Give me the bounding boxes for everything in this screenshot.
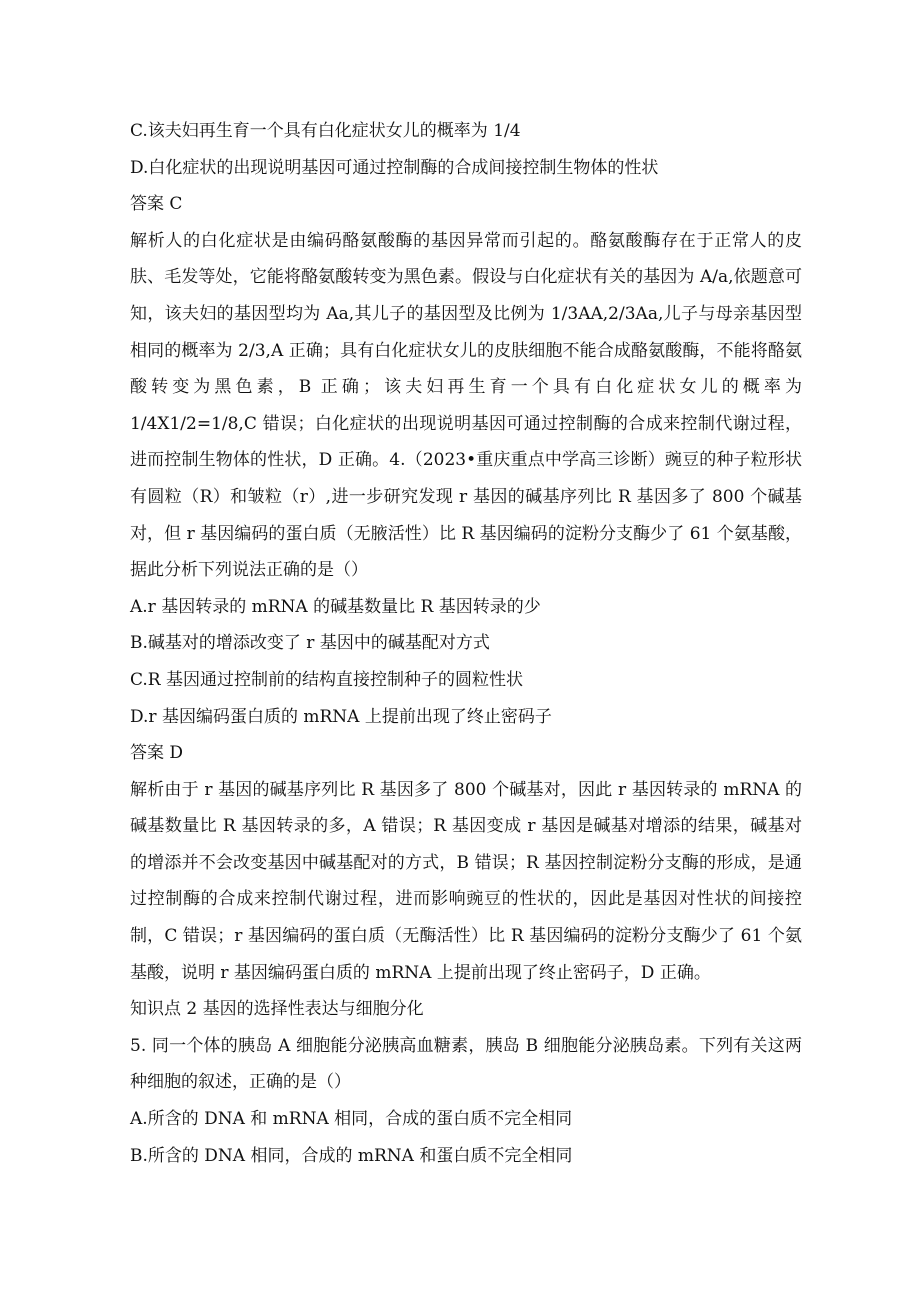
q4-option-a: A.r 基因转录的 mRNA 的碱基数量比 R 基因转录的少 [130,596,541,617]
q3-option-c: C.该夫妇再生育一个具有白化症状女儿的概率为 1/4 [130,121,521,141]
q3-answer: 答案 C [130,194,183,215]
q4-option-c: C.R 基因通过控制前的结构直接控制种子的圆粒性状 [130,669,524,690]
q4-analysis: 解析由于 r 基因的碱基序列比 R 基因多了 800 个碱基对，因此 r 基因转录的 mRNA 的碱基数量比 R 基因转录的多，A 错误；R 基因变成 r 基因是碱基对增添的结果，碱基对的增添并不会改变基因中碱基配对的方式，B 错误；R 基因控制淀粉分支酶的形成，是通过控制酶的合成来控制代谢过程，进而影响豌豆的性状的，因此是基因对性状的间接控制，C 错误；r 基因编码的蛋白质（无酶活性）比 R 基因编码的淀粉分支酶少了 61 个氨基酸，说明 r 基因编码蛋白质的 mRNA 上提前出现了终止密码子，D 正确。 [130,779,802,983]
q5-stem: 5. 同一个体的胰岛 A 细胞能分泌胰高血糖素，胰岛 B 细胞能分泌胰岛素。下列有关这两种细胞的叙述，正确的是（） [130,1035,802,1093]
q5-option-a: A.所含的 DNA 和 mRNA 相同，合成的蛋白质不完全相同 [130,1109,573,1130]
q4-option-d: D.r 基因编码蛋白质的 mRNA 上提前出现了终止密码子 [130,706,552,727]
document-page [130,113,802,1174]
section-heading: 知识点 2 基因的选择性表达与细胞分化 [130,999,424,1020]
q3-option-d: D.白化症状的出现说明基因可通过控制酶的合成间接控制生物体的性状 [130,157,659,178]
q4-option-b: B.碱基对的增添改变了 r 基因中的碱基配对方式 [130,633,490,654]
q4-answer: 答案 D [130,743,184,764]
q5-option-b: B.所含的 DNA 相同，合成的 mRNA 和蛋白质不完全相同 [130,1145,573,1166]
q3-analysis-and-q4-stem: 解析人的白化症状是由编码酪氨酸酶的基因异常而引起的。酪氨酸酶存在于正常人的皮肤、毛发等处，它能将酪氨酸转变为黑色素。假设与白化症状有关的基因为 A/a,依题意可知，该夫妇的基因型均为 Aa,其儿子的基因型及比例为 1/3AA,2/3Aa,儿子与母亲基因型相同的概率为 2/3,A 正确；具有白化症状女儿的皮肤细胞不能合成酪氨酸酶，不能将酪氨酸转变为黑色素，B 正确；该夫妇再生育一个具有白化症状女儿的概率为 1/4X1/2=1/8,C 错误；白化症状的出现说明基因可通过控制酶的合成来控制代谢过程，进而控制生物体的性状，D 正确。4.（2023•重庆重点中学高三诊断）豌豆的种子粒形状有圆粒（R）和皱粒（r）,进一步研究发现 r 基因的碱基序列比 R 基因多了 800 个碱基对，但 r 基因编码的蛋白质（无腋活性）比 R 基因编码的淀粉分支酶少了 61 个氨基酸，据此分析下列说法正确的是（） [130,230,802,581]
